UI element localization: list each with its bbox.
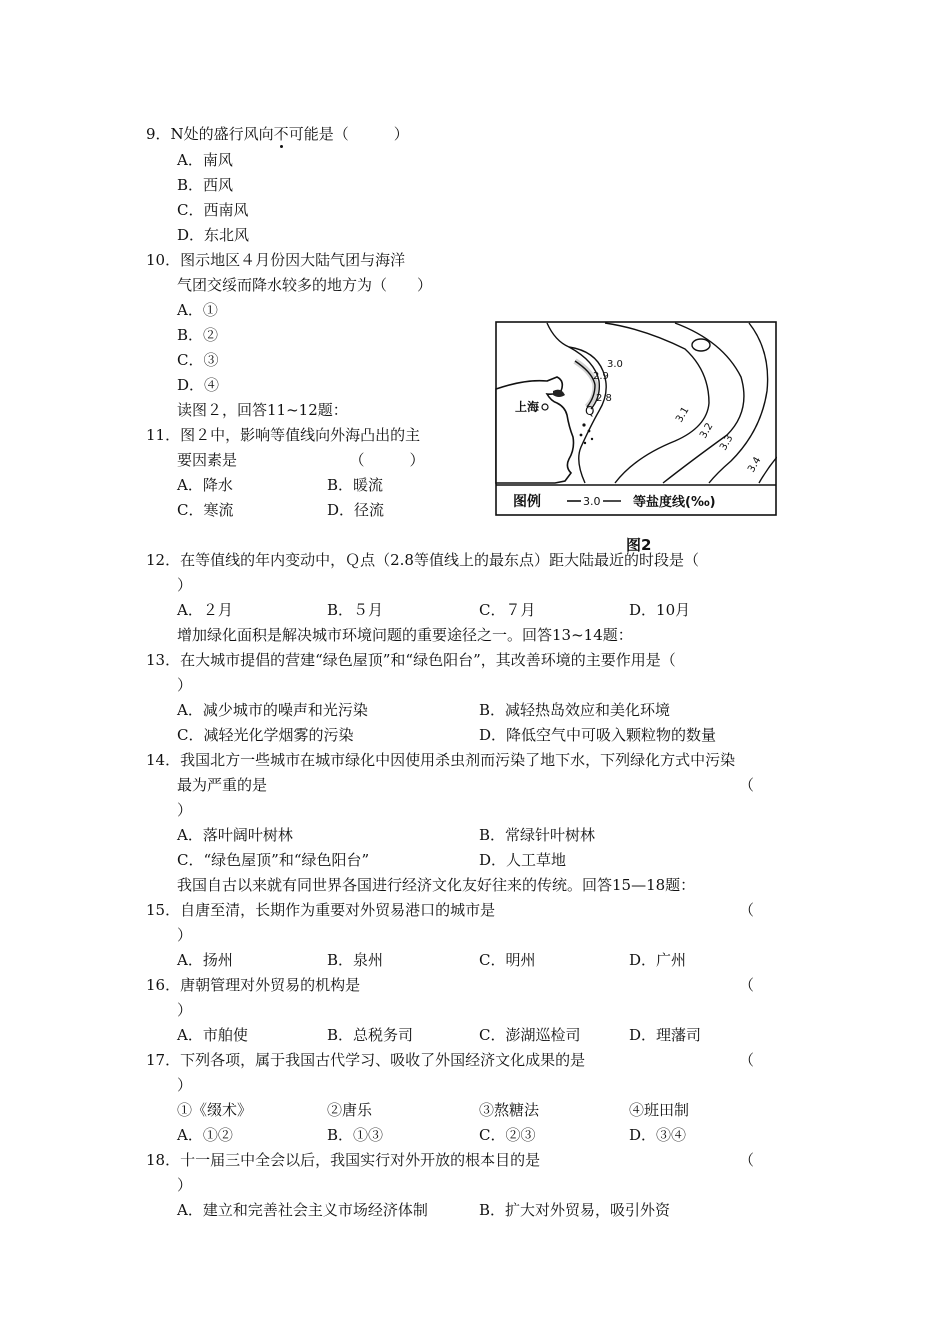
q15-option-c: C．明州 — [479, 951, 536, 969]
contour-label-2-9: 2.9 — [593, 371, 609, 382]
q12-option-b: B．５月 — [327, 601, 384, 619]
q11-option-b: B．暖流 — [327, 476, 384, 494]
q17-item-3: ③熬糖法 — [479, 1101, 540, 1119]
q14-stem-line2: 最为严重的是 — [177, 776, 268, 794]
figure-2-salinity-map — [495, 321, 777, 516]
q9-option-c: C．西南风 — [177, 201, 249, 219]
q11-option-d: D．径流 — [327, 501, 385, 519]
q14-option-c: C．“绿色屋顶”和“绿色阳台” — [177, 851, 370, 869]
q13-option-b: B．减轻热岛效应和美化环境 — [479, 701, 671, 719]
legend-text: 等盐度线(‰) — [633, 495, 716, 510]
q18-option-b: B．扩大对外贸易，吸引外资 — [479, 1201, 671, 1219]
q12-stem-line1: 12．在等值线的年内变动中，Ｑ点（2.8等值线上的最东点）距大陆最近的时段是（ — [146, 551, 699, 569]
q16-answer-paren-close: ） — [177, 1001, 193, 1019]
q17-answer-paren-open: （ — [739, 1051, 755, 1069]
q17-item-1: ①《缀术》 — [177, 1101, 253, 1119]
island — [591, 438, 593, 440]
q12-option-c: C．７月 — [479, 601, 536, 619]
q11-option-c: C．寒流 — [177, 501, 234, 519]
q13-stem-line2: ） — [177, 676, 193, 694]
q17-option-c: C．②③ — [479, 1126, 536, 1144]
q13-option-c: C．减轻光化学烟雾的污染 — [177, 726, 354, 744]
emphasis-dot-char: 不 — [273, 125, 289, 143]
q15-stem: 15．自唐至清，长期作为重要对外贸易港口的城市是 — [146, 901, 496, 919]
q14-option-a: A．落叶阔叶树林 — [177, 826, 293, 844]
city-label-shanghai: 上海 — [515, 400, 540, 414]
legend-title: 图例 — [513, 494, 541, 510]
q18-stem: 18．十一届三中全会以后，我国实行对外开放的根本目的是 — [146, 1151, 541, 1169]
q16-option-b: B．总税务司 — [327, 1026, 414, 1044]
q10-stem-line2: 气团交绥而降水较多的地方为（ ） — [177, 276, 433, 294]
q16-option-d: D．理藩司 — [629, 1026, 702, 1044]
q13-stem-line1: 13．在大城市提倡的营建“绿色屋顶”和“绿色阳台”，其改善环境的主要作用是（ — [146, 651, 676, 669]
q13-option-a: A．减少城市的噪声和光污染 — [177, 701, 368, 719]
legend-sample-value: 3.0 — [583, 495, 601, 508]
q16-option-a: A．市舶使 — [177, 1026, 248, 1044]
q18-answer-paren-close: ） — [177, 1176, 193, 1194]
q16-stem: 16．唐朝管理对外贸易的机构是 — [146, 976, 361, 994]
q17-option-d: D．③④ — [629, 1126, 687, 1144]
q10-option-d: D．④ — [177, 376, 220, 394]
contour-label-2-8: 2.8 — [596, 393, 612, 404]
q16-answer-paren-open: （ — [739, 976, 755, 994]
q17-item-2: ②唐乐 — [327, 1101, 373, 1119]
q15-answer-paren-close: ） — [177, 926, 193, 944]
figure-2-caption: 图2 — [626, 536, 652, 554]
point-q-label: Q — [585, 404, 595, 418]
q10-option-a: A．① — [177, 301, 218, 319]
q14-answer-paren-close: ） — [177, 801, 193, 819]
q12-option-d: D．10月 — [629, 601, 691, 619]
contour-label-3-2: 3.2 — [698, 421, 716, 441]
q11-stem-line1: 11．图２中，影响等值线向外海凸出的主 — [146, 426, 421, 444]
q14-answer-paren-open: （ — [739, 776, 755, 794]
q9-option-b: B．西风 — [177, 176, 234, 194]
q17-option-b: B．①③ — [327, 1126, 384, 1144]
q18-option-a: A．建立和完善社会主义市场经济体制 — [177, 1201, 428, 1219]
q18-answer-paren-open: （ — [739, 1151, 755, 1169]
q14-stem-line1: 14．我国北方一些城市在城市绿化中因使用杀虫剂而污染了地下水，下列绿化方式中污染 — [146, 751, 736, 769]
q16-option-c: C．澎湖巡检司 — [479, 1026, 581, 1044]
q15-option-d: D．广州 — [629, 951, 687, 969]
q17-item-4: ④班田制 — [629, 1101, 690, 1119]
contour-label-3-0: 3.0 — [607, 359, 623, 370]
island — [580, 434, 583, 437]
q12-stem-line2: ） — [177, 576, 193, 594]
q15-option-b: B．泉州 — [327, 951, 384, 969]
intro-11-12: 读图２，回答11~12题： — [177, 401, 348, 419]
q11-option-a: A．降水 — [177, 476, 233, 494]
q17-option-a: A．①② — [177, 1126, 233, 1144]
q10-option-c: C．③ — [177, 351, 219, 369]
q9-option-a: A．南风 — [177, 151, 233, 169]
q14-option-b: B．常绿针叶树林 — [479, 826, 596, 844]
q10-stem-line1: 10．图示地区４月份因大陆气团与海洋 — [146, 251, 406, 269]
q15-answer-paren-open: （ — [739, 901, 755, 919]
contour-label-3-3: 3.3 — [718, 433, 736, 453]
contour-label-3-4: 3.4 — [746, 455, 764, 475]
q15-option-a: A．扬州 — [177, 951, 233, 969]
q11-stem-line2: 要因素是 （ ） — [177, 451, 425, 469]
q12-option-a: A．２月 — [177, 601, 233, 619]
intro-13-14: 增加绿化面积是解决城市环境问题的重要途径之一。回答13~14题： — [177, 626, 633, 644]
island — [584, 442, 586, 444]
intro-15-18: 我国自古以来就有同世界各国进行经济文化友好往来的传统。回答15—18题： — [177, 876, 696, 894]
q14-option-d: D．人工草地 — [479, 851, 567, 869]
q9-stem: 9．N处的盛行风向不可能是（ ） — [146, 125, 409, 143]
q13-option-d: D．降低空气中可吸入颗粒物的数量 — [479, 726, 717, 744]
q9-option-d: D．东北风 — [177, 226, 250, 244]
contour-label-3-1: 3.1 — [674, 405, 692, 425]
q17-stem: 17．下列各项，属于我国古代学习、吸收了外国经济文化成果的是 — [146, 1051, 586, 1069]
q17-answer-paren-close: ） — [177, 1076, 193, 1094]
q10-option-b: B．② — [177, 326, 219, 344]
island — [582, 423, 585, 426]
